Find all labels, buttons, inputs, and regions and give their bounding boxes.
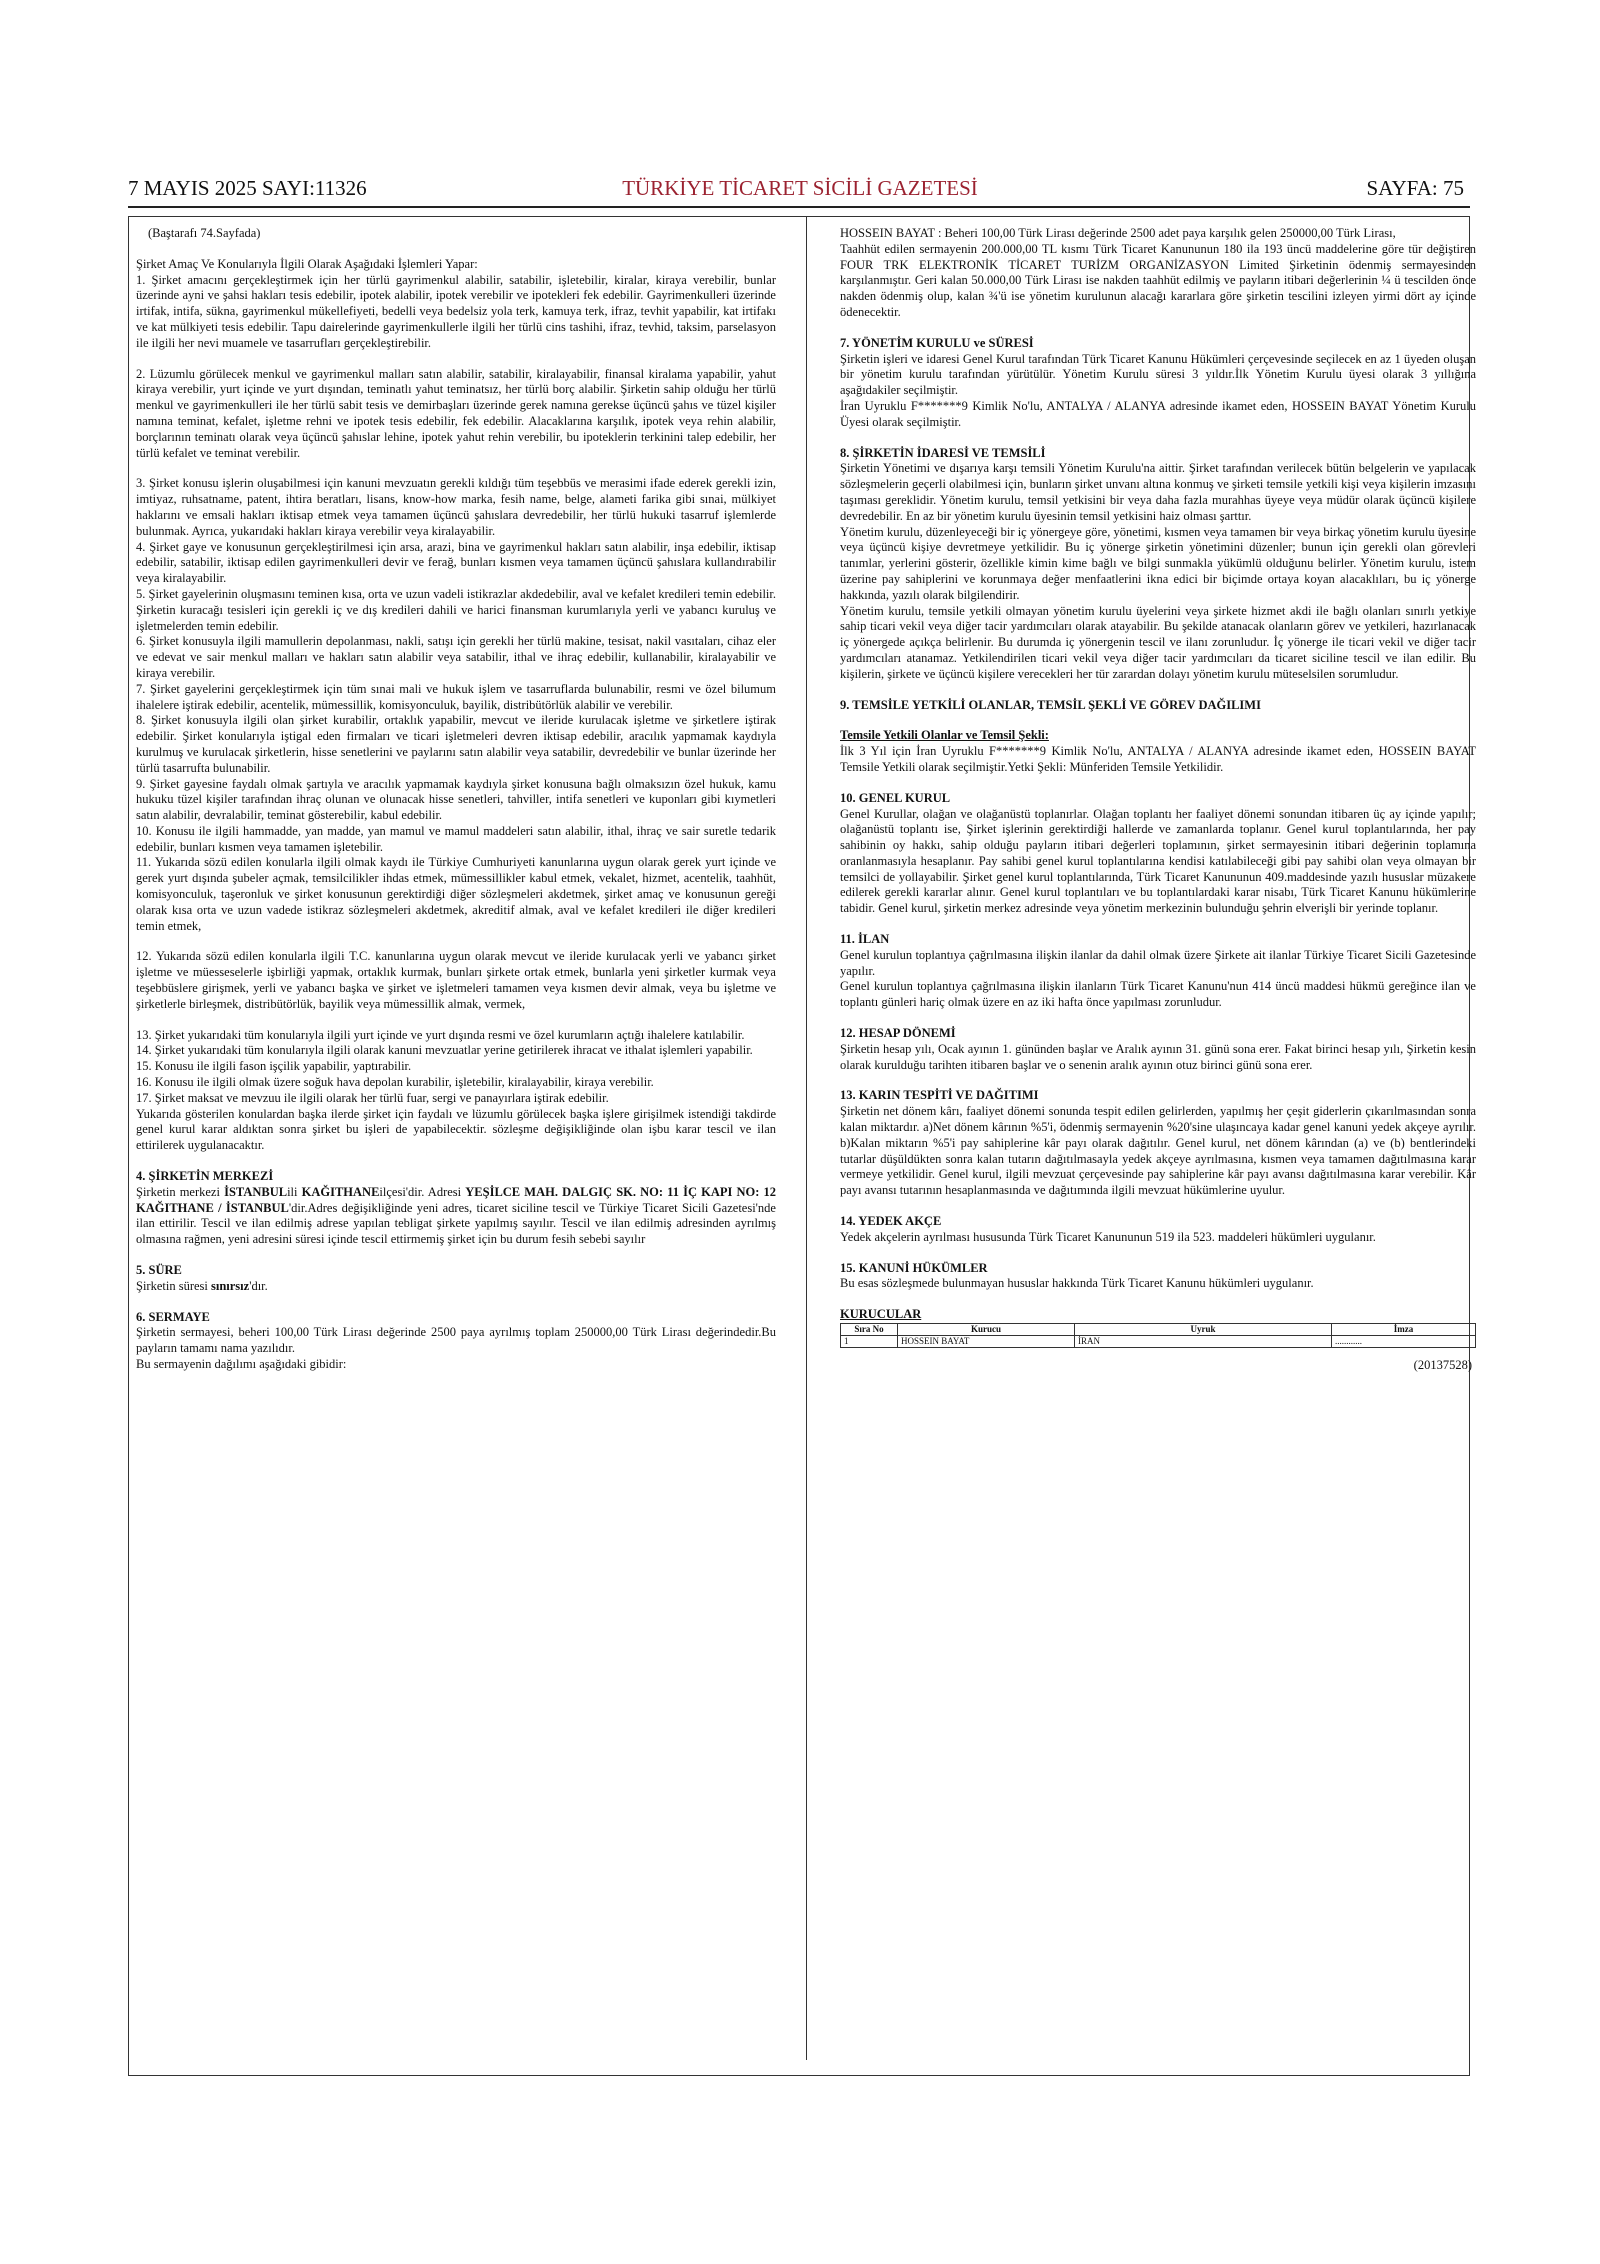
- section-heading: 4. ŞİRKETİN MERKEZİ: [136, 1169, 274, 1184]
- management-paragraph: Şirketin Yönetimi ve dışarıya karşı temsili Yönetim Kurulu'na aittir. Şirket tarafından verilecek bütün belgelerin ve yapılacak sözleşmelerin geçerli olabilmesi için, bunların şirket unvanı altına konmuş ve şirketi temsile yetkili kişi veya kişilerin imzasını taşıması gereklidir. Yönetim kurulu, temsil yetkisini bir veya daha fazla murahhas üyeye veya müdür olarak üçüncü kişilere devredebilir. En az bir yönetim kurulu üyesinin temsil yetkisini haiz olması şarttır.: [840, 461, 1476, 523]
- purpose-item: 1. Şirket amacını gerçekleştirmek için her türlü gayrimenkul alabilir, satabilir, işletebilir, kiralar, kiraya verebilir, bunlar üzerinde ayni ve şahsi hakları tesis edebilir, ipotek alabilir, ipotek verebilir ve ipotekleri fek edebilir. Gayrimenkulleri üzerinde irtifak, intifa, sükna, gayrimenkul mükellefiyeti, bedelli veya bedelsiz yola terk, kamuya terk, ifraz, tevhit yapabilir, kat irtifakı ve kat mülkiyeti tesis edebilir. Tapu dairelerinde gayrimenkullerle ilgili her türlü cins tashihi, ifraz, tevhid, taksim, parselasyon ile ilgili her nevi muamele ve tasarrufları gerçekleştirebilir.: [136, 272, 776, 350]
- share-paragraph: Taahhüt edilen sermayenin 200.000,00 TL kısmı Türk Ticaret Kanununun 180 ila 193 üncü maddelerine göre tür değiştiren FOUR TRK ELEKTRONİK TİCARET TURİZM ORGANİZASYON Limited Şirketinin ödenmiş sermayesinden karşılanmıştır. Geri kalan 50.000,00 Türk Lirası ise nakden taahhüt edilmiş ve payların itibari değerlerinin ¼ ü tescilden önce nakden ödenmiş olup, kalan ¾'ü ise yönetim kurulunun alacağı kararlara göre şirketin tescilini izleyen yirmi dört ay içinde ödenecektir.: [840, 241, 1476, 319]
- purpose-item: 4. Şirket gaye ve konusunun gerçekleştirilmesi için arsa, arazi, bina ve gayrimenkul hakları satın alabilir, inşa edebilir, iktisap edebilir, satabilir, iktisap edilen gayrimenkulleri devir ve ferağ, bunları kısmen veya tamamen üçüncü şahıslara kullandırabilir veya kiralayabilir.: [136, 539, 776, 586]
- issue-date: 7 MAYIS 2025 SAYI:11326: [128, 176, 367, 200]
- legal-provisions-paragraph: Bu esas sözleşmede bulunmayan hususlar hakkında Türk Ticaret Kanunu hükümleri uygulanır.: [840, 1276, 1314, 1291]
- purpose-closing: Yukarıda gösterilen konulardan başka ilerde şirket için faydalı ve lüzumlu görülecek başka işlere girişilmek istendiği takdirde genel kurul karar aldıktan sonra şirket bu işleri de yapabilecektir. sözleşme değişikliğinde olan işbu karar tescil ve ilan ettirilerek uygulanacaktır.: [136, 1106, 776, 1153]
- purpose-item: 6. Şirket konusuyla ilgili mamullerin depolanması, nakli, satışı için gerekli her türlü makine, tesisat, nakil vasıtaları, cihaz eler ve edevat ve sair menkul malları ve hakları satın alabilir veya satabilir, ithal ve ihraç edebilir, kullanabilir, kiralayabilir ve kiraya verebilir.: [136, 634, 776, 680]
- section-heading: 13. KARIN TESPİTİ VE DAĞITIMI: [840, 1088, 1039, 1103]
- purpose-item: 8. Şirket konusuyla ilgili olan şirket kurabilir, ortaklık yapabilir, mevcut ve ileride kurulacak işletme ve şirketlere iştirak edebilir. Şirket konularıyla iştigal eden firmaları ve ticari işletmeleri devren iktisap edebilir, aracılık yapmamak kaydıyla kurulmuş ve kurulacak şirketlerin, hisse senetlerini ve paylarını satın alabilir veya satabilir, devredebilir ve bunlar üzerinde her türlü tasarrufta bulunabilir.: [136, 713, 776, 775]
- table-cell: 1: [841, 1336, 898, 1348]
- section-heading: 8. ŞİRKETİN İDARESİ VE TEMSİLİ: [840, 445, 1046, 460]
- left-column: [136, 226, 776, 2071]
- section-heading: 7. YÖNETİM KURULU ve SÜRESİ: [840, 335, 1034, 350]
- hq-paragraph: Şirketin merkezi İSTANBULili KAĞITHANEilçesi'dir. Adresi YEŞİLCE MAH. DALGIÇ SK. NO: 11 İÇ KAPI NO: 12 KAĞITHANE / İSTANBUL'dir.Adres değişikliğinde yeni adres, ticaret siciline tescil ve Türkiye Ticaret Sicili Gazetesi'nde ilan ettirilir. Tescil ve ilan edilmiş adrese yapılan tebligat şirkete yapılmış sayılır. Tescil ve ilan edilmiş adresinden ayrılmış olmasına rağmen, yeni adresini süresi içinde tescil ettirmemiş şirket için bu durum fesih sebebi sayılır: [136, 1184, 776, 1247]
- purpose-item: 9. Şirket gayesine faydalı olmak şartıyla ve aracılık yapmamak kaydıyla şirket konusuna bağlı olmaksızın özel hukuk, kamu hukuku tüzel kişiler tarafından ihraç olunan ve olunacak hisse senetleri, tahviller, intifa senetleri ve kuponları gibi kıymetleri satın alabilir, devralabilir, teminat gösterebilir, kabul edebilir.: [136, 776, 776, 823]
- capital-paragraph: Şirketin sermayesi, beheri 100,00 Türk Lirası değerinde 2500 paya ayrılmış toplam 250000,00 Türk Lirası değerindedir.Bu payların tamamı nama yazılıdır.: [136, 1325, 776, 1356]
- purpose-item: 16. Konusu ile ilgili olmak üzere soğuk hava depolan kurabilir, işletebilir, kiralayabilir, kiraya verebilir.: [136, 1075, 654, 1090]
- duration-paragraph: Şirketin süresi sınırsız'dır.: [136, 1278, 268, 1293]
- column-divider: [806, 216, 807, 2060]
- purpose-item: 3. Şirket konusu işlerin oluşabilmesi için kanuni mevzuatın gerekli kıldığı tüm teşebbüs ve merasimi ifade ederek gerekli izin, imtiyaz, ruhsatname, patent, ihtira beratları, lisans, know-how marka, fesih name, belge, alameti farika gibi sınai, mülkiyet haklarını ve emsali hakları iktisap etmek veya tamamen üçüncü şahıslara devredebilir, her türlü hukuki tasarruf işlemlerde bulunmak. Ayrıca, yukarıdaki hakları kiraya verebilir veya kiralayabilir.: [136, 476, 776, 538]
- table-row: [841, 1336, 1476, 1348]
- purpose-item: 7. Şirket gayelerini gerçekleştirmek için tüm sınai mali ve hukuk işlem ve tasarruflarda bulunabilir, resmi ve özel bilumum ihalelere iştirak edebilir, acentelik, mümessillik, komisyonculuk, bayilik, distribütörlük alabilir ve verebilir.: [136, 681, 776, 712]
- table-header-cell: Kurucu: [898, 1324, 1075, 1336]
- purpose-item: 15. Konusu ile ilgili fason işçilik yapabilir, yaptırabilir.: [136, 1059, 412, 1074]
- purpose-item: 10. Konusu ile ilgili hammadde, yan madde, yan mamul ve mamul maddeleri satın alabilir, ithal, ihraç ve sair suretle tedarik edebilir, bunları kısmen veya tamamen işletebilir.: [136, 823, 776, 854]
- purpose-item: 14. Şirket yukarıdaki tüm konularıyla ilgili olarak kanuni mevzuatlar yerine getirilerek ihracat ve ithalat işlemleri yapabilir.: [136, 1043, 753, 1058]
- announcement-paragraph: Genel kurulun toplantıya çağrılmasına ilişkin ilanlar da dahil olmak üzere Şirkete ait ilanlar Türkiye Ticaret Sicili Gazetesinde yapılır.: [840, 947, 1476, 978]
- subsection-heading: Temsile Yetkili Olanlar ve Temsil Şekli:: [840, 728, 1049, 743]
- announcement-paragraph: Genel kurulun toplantıya çağrılmasına ilişkin ilanların Türk Ticaret Kanunu'nun 414 üncü maddesi hükmü gereğince ilan ve toplantı günleri hariç olmak üzere en az iki hafta önce yapılması zorunludur.: [840, 979, 1476, 1010]
- table-header-cell: Uyruk: [1075, 1324, 1332, 1336]
- general-assembly-paragraph: Genel Kurullar, olağan ve olağanüstü toplanırlar. Olağan toplantı her faaliyet dönemi sonundan itibaren üç ay içinde yapılır; olağanüstü toplantı ise, Şirket işlerinin gerektirdiği hallerde ve zamanlarda toplanır. Genel kurul toplantılarında, her pay sahibinin oy hakkı, sahip olduğu payların itibari değerleri toplamının, şirket sermayesinin itibari değerinin toplamına oranlanmasıyla hesaplanır. Pay sahibi genel kurul toplantılarına kendisi katılabileceği gibi pay sahibi olan veya olmayan bir temsilci de yollayabilir. Şirket genel kurul toplantılarında, Türk Ticaret Kanununun 409.maddesinde yazılı hususlar müzakere edilerek gerekli kararlar alınır. Genel kurul toplantıları ve bu toplantılardaki karar nisabı, Türk Ticaret Kanunu hükümlerine tabidir. Genel kurul, şirketin merkez adresinde veya yönetim merkezinin bulunduğu şehrin elverişli bir yerinde toplanır.: [840, 806, 1476, 916]
- purpose-item: 5. Şirket gayelerinin oluşmasını teminen kısa, orta ve uzun vadeli istikrazlar akdedebilir, aval ve kefalet kredileri temin edebilir. Şirketin kuracağı tesisleri için gerekli iç ve dış kredileri dahili ve harici finansman kurumlarıyla yerli ve yabancı kuruluş ve işletmelerden temin edebilir.: [136, 586, 776, 633]
- management-paragraph: Yönetim kurulu, düzenleyeceği bir iç yönergeye göre, yönetimi, kısmen veya tamamen bir veya birkaç yönetim kurulu üyesine veya üçüncü kişiye devretmeye yetkilidir. Bu iç yönerge şirketin yönetimini düzenler; bunun için gerekli olan görevleri tanımlar, yerlerini gösterir, özellikle kimin kime bağlı ve bilgi sunmakla yükümlü olduğunu belirler. Yönetim kurulu, istem üzerine pay sahiplerini ve korunmaya değer menfaatlerini ikna edici bir biçimde ortaya koyan alacaklıları, bu iç yönerge hakkında, yazılı olarak bilgilendirir.: [840, 524, 1476, 602]
- purpose-heading: Şirket Amaç Ve Konularıyla İlgili Olarak Aşağıdaki İşlemleri Yapar:: [136, 256, 478, 271]
- board-paragraph: Şirketin işleri ve idaresi Genel Kurul tarafından Türk Ticaret Kanunu Hükümleri çerçevesinde seçilecek en az 1 üyeden oluşan bir yönetim kurulu tarafından yürütülür. Yönetim Kurulu süresi 3 yıldır.İlk Yönetim Kurulu üyesi olarak 3 yıllığına aşağıdakiler seçilmiştir.: [840, 351, 1476, 398]
- section-heading: 12. HESAP DÖNEMİ: [840, 1026, 956, 1041]
- continued-note: (Baştarafı 74.Sayfada): [148, 226, 261, 240]
- table-header-cell: İmza: [1332, 1324, 1476, 1336]
- section-heading: 10. GENEL KURUL: [840, 790, 951, 805]
- table-header-row: [841, 1324, 1476, 1336]
- page-number: SAYFA: 75: [1366, 176, 1464, 200]
- section-heading: 15. KANUNİ HÜKÜMLER: [840, 1260, 988, 1275]
- table-header-cell: Sıra No: [841, 1324, 898, 1336]
- section-heading: 9. TEMSİLE YETKİLİ OLANLAR, TEMSİL ŞEKLİ VE GÖREV DAĞILIMI: [840, 697, 1261, 712]
- table-cell: İRAN: [1075, 1336, 1332, 1348]
- table-cell: HOSSEIN BAYAT: [898, 1336, 1075, 1348]
- section-heading: 5. SÜRE: [136, 1263, 182, 1278]
- reserve-paragraph: Yedek akçelerin ayrılması hususunda Türk Ticaret Kanununun 519 ila 523. maddeleri hükümleri uygulanır.: [840, 1229, 1376, 1244]
- reference-number: (20137528): [1413, 1358, 1472, 1373]
- representation-paragraph: İlk 3 Yıl için İran Uyruklu F*******9 Kimlik No'lu, ANTALYA / ALANYA adresinde ikamet eden, HOSSEIN BAYAT Temsile Yetkili olarak seçilmiştir.Yetki Şekli: Münferiden Temsile Yetkilidir.: [840, 744, 1476, 774]
- table-cell: ............: [1332, 1336, 1476, 1348]
- purpose-item: 17. Şirket maksat ve mevzuu ile ilgili olarak her türlü fuar, sergi ve panayırlara iştirak edebilir.: [136, 1090, 609, 1105]
- purpose-item: 12. Yukarıda sözü edilen konularla ilgili T.C. kanunlarına uygun olarak mevcut ve ileride kurulacak yerli ve yabancı şirket işletme ve müesseselerle işbirliği yapmak, ortaklık kurmak, bunları şirkete ortak etmek, bunlarla yeni şirketler kurmak veya teşebbüslere girişmek, yerli ve yabancı başka ve şirket ve işletmeleri tamamen veya kısmen devir almak, veya bu işletme ve şirketlerle birleşmek, distribütörlük, bayilik veya mümessillik almak, vermek,: [136, 949, 776, 1011]
- board-paragraph: İran Uyruklu F*******9 Kimlik No'lu, ANTALYA / ALANYA adresinde ikamet eden, HOSSEIN BAYAT Yönetim Kurulu Üyesi olarak seçilmiştir.: [840, 398, 1476, 429]
- purpose-item: 2. Lüzumlu görülecek menkul ve gayrimenkul malları satın alabilir, satabilir, kiralayabilir, finansal kiralama yapabilir, yahut kiraya verebilir, yurt içinde ve yurt dışından, teminatlı yahut teminatsız, her türlü borç alabilir. Şirketin sahip olduğu her türlü menkul ve gayrimenkulleri ile her türlü sabit tesis ve demirbaşları üzerinde gerek namına gerekse üçüncü şahıs ve tüzel kişiler namına teminat, kefalet, işletme rehni ve ipotek tesis edebilir, fek edebilir. Alacaklarına karşılık, ipotek veya rehin alabilir, borçlarının teminatı olarak veya üçüncü şahıslar lehine, ipotek yahut rehin verebilir, bu ipoteklerin terkinini talep edebilir, her türlü kefalet ve teminat verebilir.: [136, 366, 776, 460]
- share-paragraph: HOSSEIN BAYAT : Beheri 100,00 Türk Lirası değerinde 2500 adet paya karşılık gelen 250000,00 Türk Lirası,: [840, 226, 1396, 240]
- purpose-item: 11. Yukarıda sözü edilen konularla ilgili olmak kaydı ile Türkiye Cumhuriyeti kanunlarına uygun olarak gerek yurt içinde ve gerek yurt dışında şubeler açmak, temsilcilikler ihdas etmek, mümessillikler kabul etmek, vekalet, hizmet, acentelik, taahhüt, komisyonculuk, taşeronluk ve şirket konusunun gerektirdiği diğer sözleşmeleri akdetmek, şirket amaç ve konusunun gereği olarak kısa orta ve uzun vadede istikraz sözleşmeleri akdetmek, akreditif almak, aval ve kefalet kredileri ile diğer kredileri temin etmek,: [136, 855, 776, 933]
- gazette-title: TÜRKİYE TİCARET SİCİLİ GAZETESİ: [622, 176, 978, 200]
- founders-heading: KURUCULAR: [840, 1307, 922, 1322]
- section-heading: 11. İLAN: [840, 932, 890, 947]
- section-heading: 6. SERMAYE: [136, 1309, 210, 1324]
- capital-paragraph: Bu sermayenin dağılımı aşağıdaki gibidir:: [136, 1357, 347, 1371]
- fiscal-period-paragraph: Şirketin hesap yılı, Ocak ayının 1. gününden başlar ve Aralık ayının 31. günü sona erer. Fakat birinci hesap yılı, Şirketin kesin olarak kurulduğu tarihten itibaren başlar ve o senenin aralık ayının otuz birinci günü sona erer.: [840, 1041, 1476, 1072]
- header-rule: [128, 206, 1470, 208]
- founders-table: [840, 1323, 1476, 1348]
- management-paragraph: Yönetim kurulu, temsile yetkili olmayan yönetim kurulu üyelerini veya şirkete hizmet akdi ile bağlı olanları sınırlı yetkiye sahip ticari vekil veya diğer tacir yardımcıları olarak atayabilir. Bu şekilde atanacak olanların görev ve yetkileri, hazırlanacak iç yönergede açıkça belirlenir. Bu durumda iç yönergenin tescil ve ilanı zorunludur. İç yönerge ile ticari vekil ve diğer tacir yardımcıları atanamaz. Yetkilendirilen ticari vekil veya diğer tacir yardımcıları da ticaret siciline tescil ve ilan edilir. Bu kişilerin, şirkete ve üçüncü kişilere verecekleri her tür zarardan dolayı yönetim kurulu müteselsilen sorumludur.: [840, 603, 1476, 681]
- right-column: [840, 226, 1476, 2071]
- profit-paragraph: Şirketin net dönem kârı, faaliyet dönemi sonunda tespit edilen gelirlerden, yapılmış her çeşit giderlerin çıkarılmasından sonra kalan miktardır. a)Net dönem kârının %5'i, ödenmiş sermayenin %20'sine ulaşıncaya kadar genel kanuni yedek akçeye ayrılır. b)Kalan miktarın %5'i pay sahiplerine kâr payı olarak dağıtılır. Genel kurul, net dönem kârından (a) ve (b) bentlerindeki tutarlar düşüldükten sonra kalan tutarın dağıtılmasayla yedek akçeye ayrılmasına, kısmen veya tamamen dağıtılmasına karar vermeye yetkilidir. Genel kurul, ilgili mevzuat çerçevesinde pay sahiplerine kâr payı avansı dağıtılmasına karar verebilir. Kâr payı avansı tutarının hesaplanmasında ve dağıtımında ilgili mevzuat hükümlerine uyulur.: [840, 1104, 1476, 1198]
- section-heading: 14. YEDEK AKÇE: [840, 1214, 942, 1229]
- purpose-item: 13. Şirket yukarıdaki tüm konularıyla ilgili yurt içinde ve yurt dışında resmi ve özel kurumların açtığı ihalelere katılabilir.: [136, 1027, 745, 1042]
